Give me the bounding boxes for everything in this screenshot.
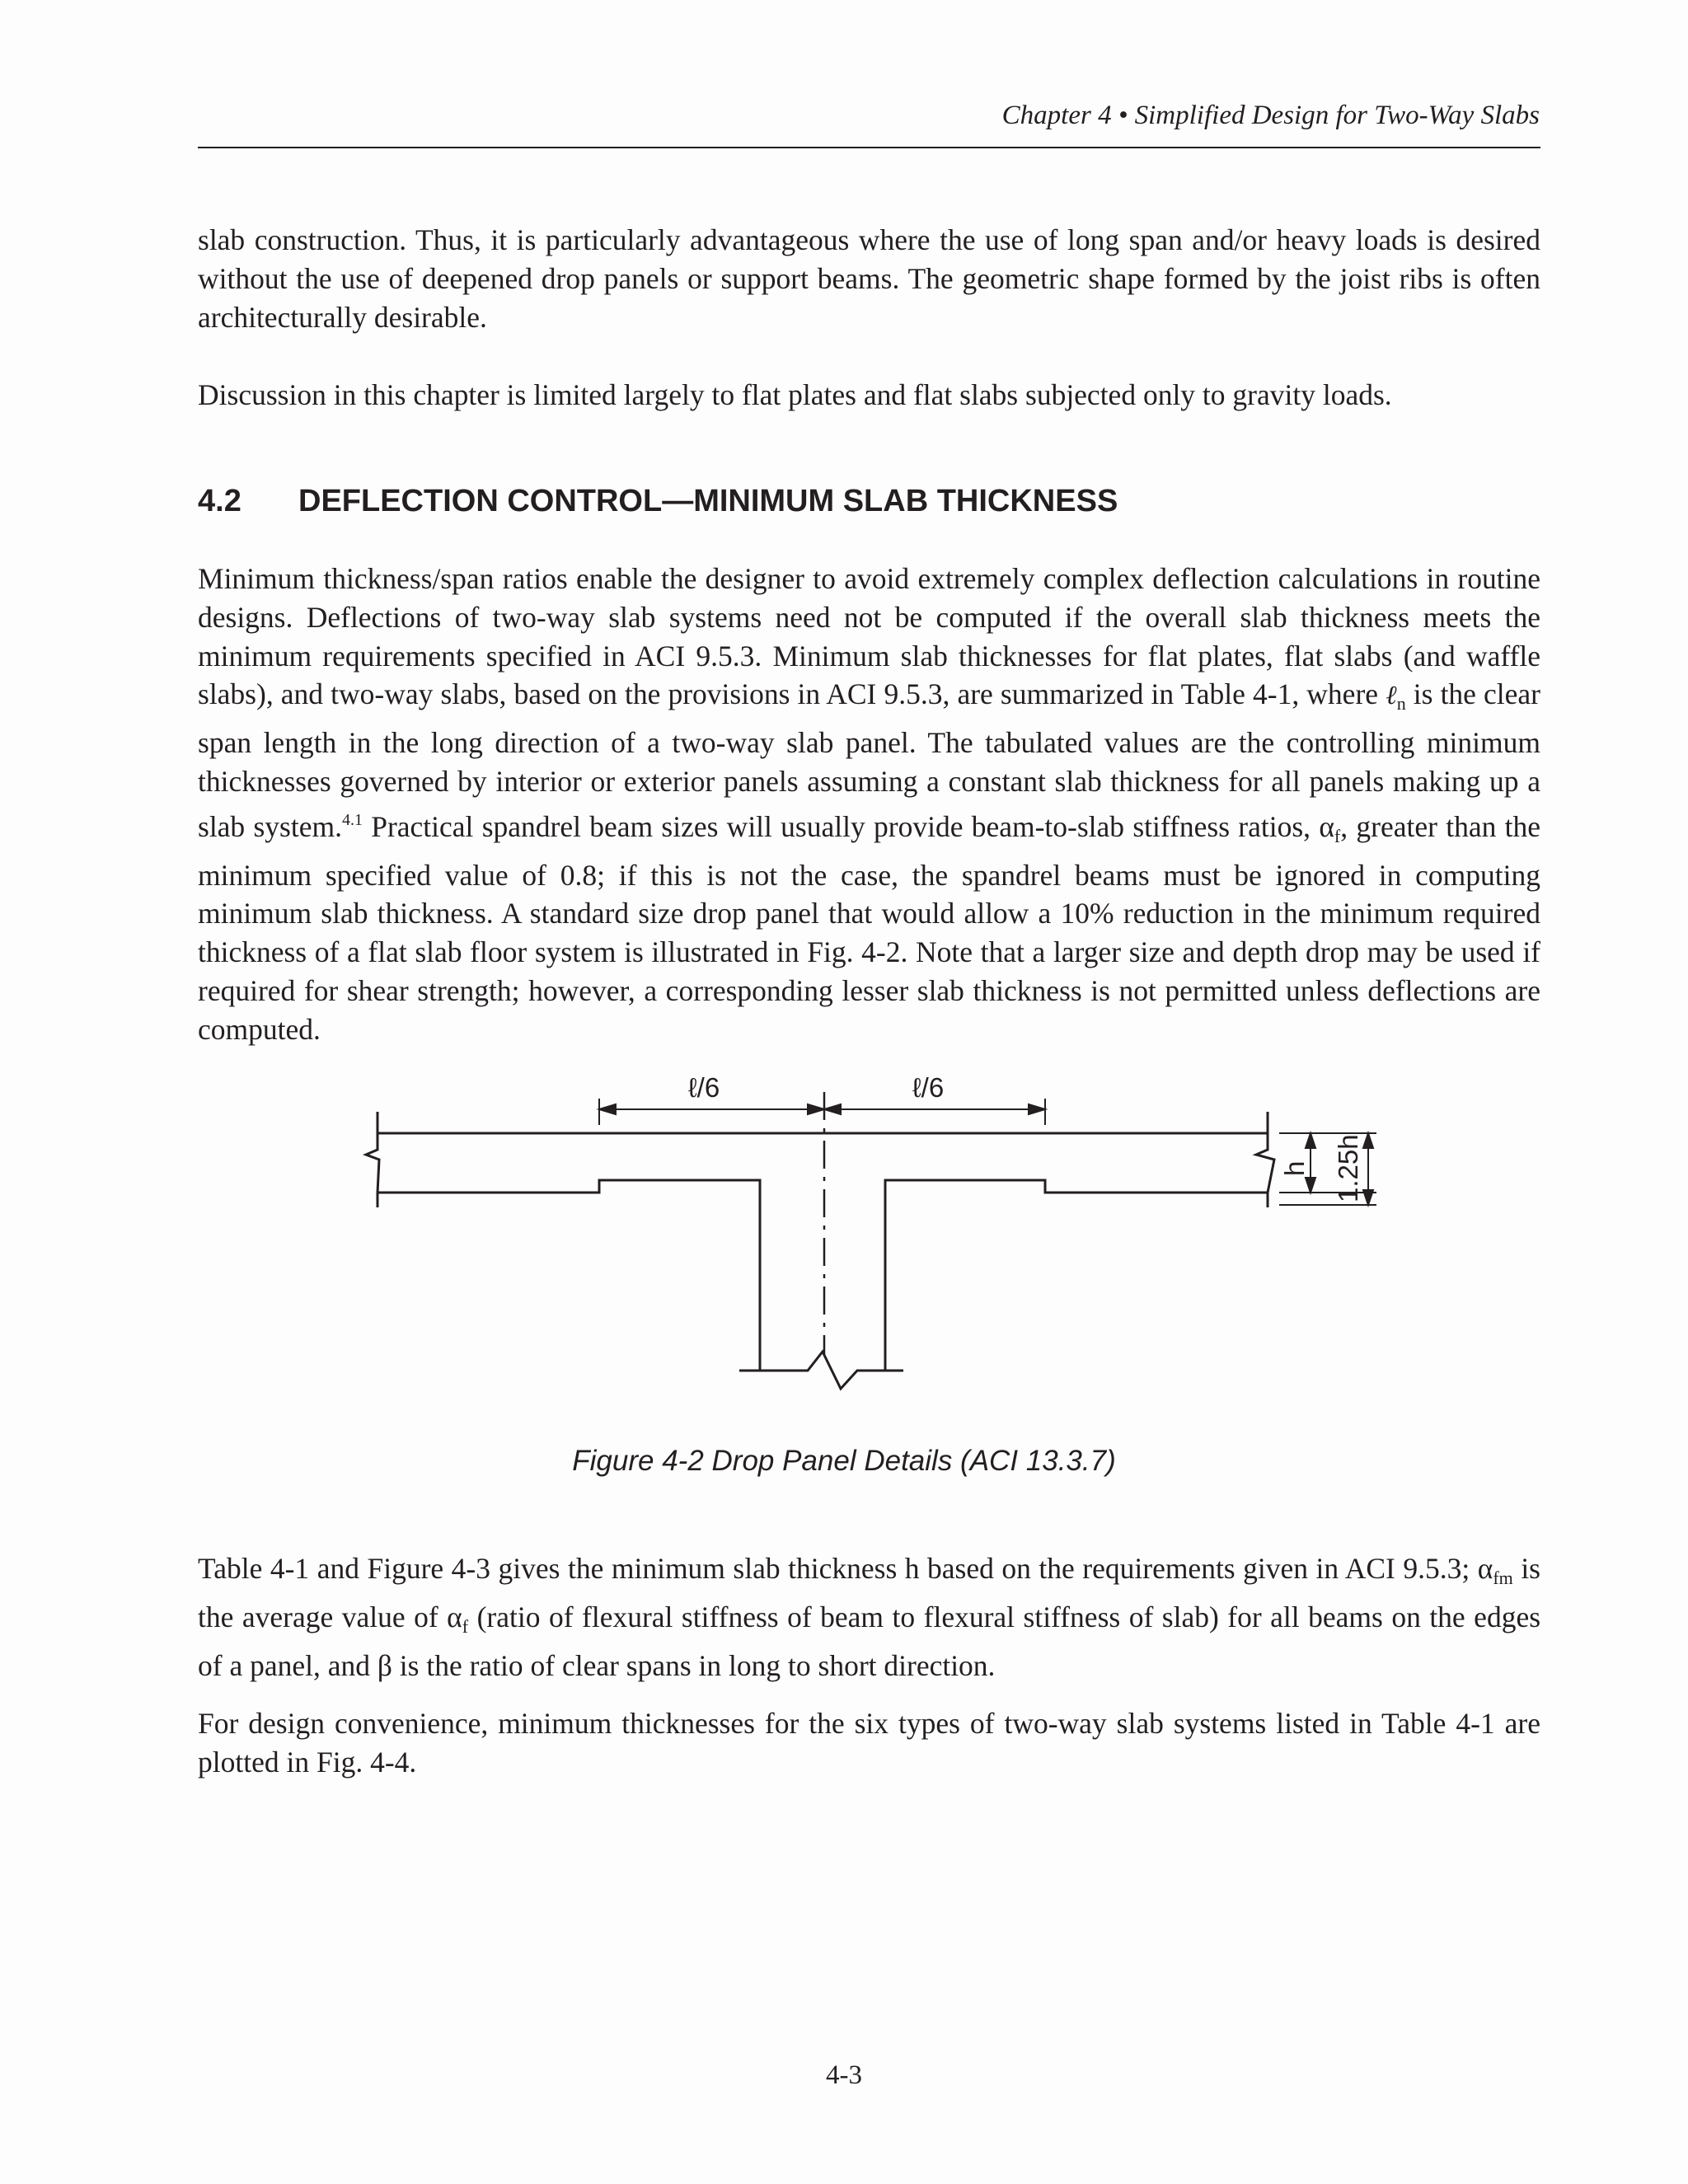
arrow-left-start (599, 1104, 616, 1114)
running-head: Chapter 4 • Simplified Design for Two-Way Slabs (1001, 101, 1540, 130)
deflection-paragraph (198, 560, 1540, 1049)
dim-h-arrow-top (1306, 1133, 1315, 1148)
arrow-right-end (1029, 1104, 1045, 1114)
alpha-f-subscript-2: f (462, 1615, 469, 1637)
header-rule (198, 147, 1540, 148)
design-convenience-paragraph: For design convenience, minimum thicknesses for the six types of two-way slab systems listed in Table 4-1 are plotted in Fig. 4-4. (198, 1707, 1540, 1779)
section-number: 4.2 (198, 484, 241, 518)
section-heading (198, 484, 1118, 519)
page-number: 4-3 (826, 2060, 862, 2090)
right-break-symbol (1256, 1133, 1274, 1193)
figure-caption: Figure 4-2 Drop Panel Details (ACI 13.3.7) (572, 1445, 1116, 1477)
dim-h-label: h (1279, 1160, 1310, 1176)
arrow-right-start (824, 1104, 841, 1114)
drop-panel-left-outline (377, 1180, 760, 1371)
alpha-f-subscript: f (1334, 825, 1341, 846)
ell-subscript: n (1396, 693, 1406, 715)
column-break-symbol (739, 1352, 903, 1389)
scope-paragraph: Discussion in this chapter is limited largely to flat plates and flat slabs subjected only to gravity loads. (198, 378, 1392, 411)
table-text-a: Table 4-1 and Figure 4-3 gives the minimum slab thickness h based on the requirements given in ACI 9.5.3; α (198, 1552, 1493, 1585)
section-title: DEFLECTION CONTROL—MINIMUM SLAB THICKNESS (298, 484, 1118, 518)
drop-panel-figure (346, 1067, 1393, 1418)
table-reference-paragraph (198, 1549, 1540, 1685)
ell-symbol: ℓ (1386, 679, 1397, 711)
deflection-text-b: is the clear span length in the long direction of a two-way slab panel. The tabulated values are the controlling minimum thicknesses governed by interior or exterior panels assuming a constant slab thickness for all panels making up a slab system. (198, 677, 1540, 843)
drop-panel-diagram (346, 1067, 1393, 1413)
deflection-text-a: Minimum thickness/span ratios enable the designer to avoid extremely complex deflection calculations in routine designs. Deflections of two-way slab systems need not be computed if the overall slab thickness meets the minimum requirements specified in ACI 9.5.3. Minimum slab thicknesses for flat plates, flat slabs (and waffle slabs), and two-way slabs, based on the provisions in ACI 9.5.3, are summarized in Table 4-1, where (198, 562, 1540, 711)
left-break-symbol (366, 1133, 379, 1193)
alpha-fm-subscript: fm (1493, 1568, 1513, 1588)
reference-superscript: 4.1 (341, 810, 363, 829)
deflection-text-c: Practical spandrel beam sizes will usually provide beam-to-slab stiffness ratios, α (362, 809, 1334, 843)
dim-125h-arrow-bottom (1363, 1190, 1373, 1205)
intro-paragraph: slab construction. Thus, it is particularly advantageous where the use of long span and/or heavy loads is desired without the use of deepened drop panels or support beams. The geometric shape formed by the joist ribs is often architecturally desirable. (198, 223, 1540, 334)
dim-right-label: ℓ/6 (912, 1072, 945, 1103)
table-text-c: (ratio of flexural stiffness of beam to flexural stiffness of slab) for all beams on the edges of a panel, and β is the ratio of clear spans in long to short direction. (198, 1600, 1541, 1682)
drop-panel-right-outline (885, 1180, 1268, 1371)
dim-125h-arrow-top (1363, 1133, 1373, 1148)
deflection-text-d: , greater than the minimum specified value of 0.8; if this is not the case, the spandrel beams must be ignored in computing minimum slab thickness. A standard size drop panel that would allow a 10% reduction in the minimum required thickness of a flat slab floor system is illustrated in Fig. 4-2. Note that a larger size and depth drop may be used if required for shear strength; however, a corresponding lesser slab thickness is not permitted unless deflections are computed. (198, 809, 1540, 1046)
table-text-b: is the average value of α (198, 1552, 1540, 1633)
dim-left-label: ℓ/6 (688, 1072, 720, 1103)
dim-h-arrow-bottom (1306, 1178, 1315, 1193)
dim-125h-label: 1.25h (1333, 1134, 1363, 1202)
